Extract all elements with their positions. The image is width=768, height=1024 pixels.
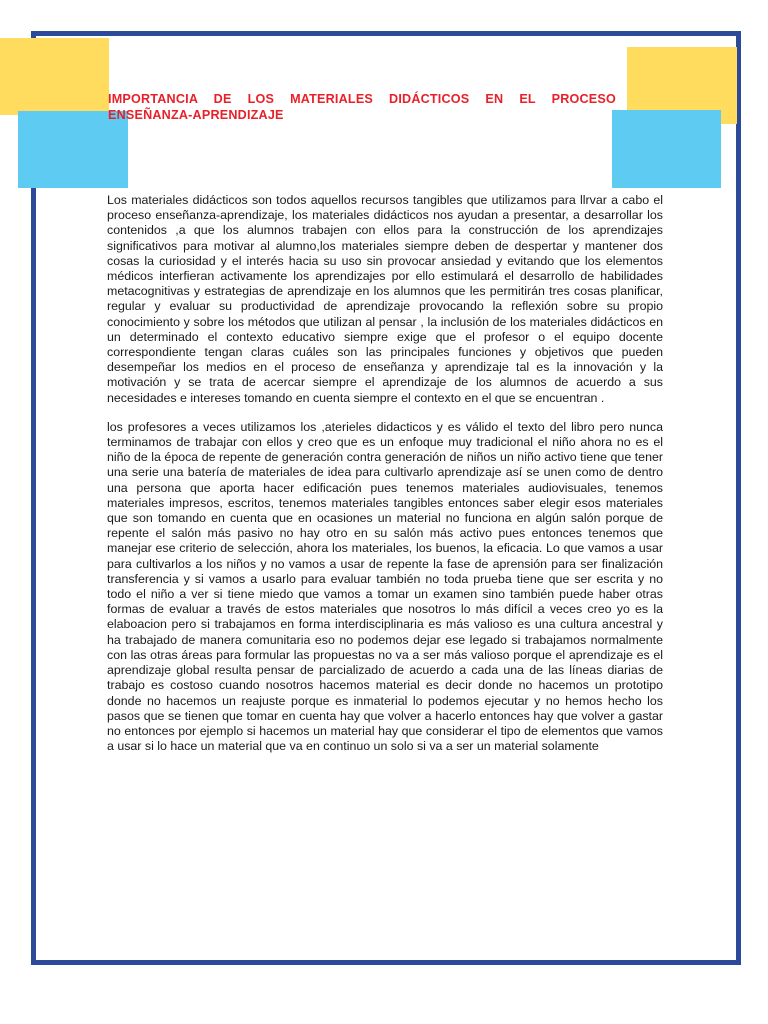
decor-blue-square-right (612, 110, 721, 188)
paragraph-2: los profesores a veces utilizamos los ,aterieles didacticos y es válido el texto del libro pero nunca terminamos de trabajar con ellos y creo que es un enfoque muy tradicional el niño ahora no es el niño de la época de repente de generación contra generación de niños un niño activo tiene que tener una serie una batería de materiales de idea para cultivarlo aprendizaje así se unen como de dentro una persona que aporta hacer edificación pues tenemos materiales audiovisuales, tenemos materiales impresos, escritos, tenemos materiales tangibles entonces saber elegir esos materiales que son tomando en cuenta que en ocasiones un material no funciona en algún salón porque de repente el salón más pasivo no hay otro en su salón más activo pues entonces tenemos que manejar ese criterio de selección, ahora los materiales, los buenos, la eficacia. Lo que vamos a usar para cultivarlos a los niños y no vamos a usar de repente la fase de aprensión para ser finalización transferencia y si vamos a usarlo para evaluar también no toda prueba tiene que ser escrita y no todo el niño a ver si tiene miedo que vamos a tomar un examen sino también puede haber otras formas de evaluar a través de estos materiales que nosotros lo más difícil a veces creo yo es la elaboacion pero si trabajamos en forma interdisciplinaria es más valioso es una cultura ancestral y ha trabajado de manera comunitaria eso no podemos dejar ese legado si trabajamos normalmente con las otras áreas para formular las propuestas no va a ser más valioso porque el aprendizaje es el aprendizaje global resulta pensar de parcializado de acuerdo a cada una de las líneas diarias de trabajo es costoso cuando nosotros hacemos material es decir donde no hacemos un prototipo donde no hacemos un reajuste porque es inmaterial lo podemos ejecutar y no hemos hecho los pasos que se tienen que tomar en cuenta hay que volver a hacerlo entonces hay que volver a gastar no entonces por ejemplo si hacemos un material hay que considerar el tipo de elementos que vamos a usar si lo hace un material que va en continuo un solo si va a ser un material solamente (107, 419, 663, 754)
title-line-1: IMPORTANCIA DE LOS MATERIALES DIDÁCTICOS EN EL PROCESO (108, 92, 616, 106)
decor-yellow-square-left (0, 38, 109, 115)
document-title (108, 91, 616, 123)
document-body (107, 193, 663, 768)
paragraph-1: Los materiales didácticos son todos aquellos recursos tangibles que utilizamos para llrvar a cabo el proceso enseñanza-aprendizaje, los materiales didácticos nos ayudan a presentar, a desarrollar los contenidos ,a que los alumnos trabajen con ellos para la construcción de los aprendizajes significativos para motivar al alumno,los materiales siempre deben de despertar y mantener dos cosas la curiosidad y el interés hacia su uso sin provocar ansiedad y evitando que los elementos médicos interfieran activamente los aprendizajes por ello estimulará el desarrollo de habilidades metacognitivas y estrategias de aprendizaje en los alumnos que les permitirán tres cosas planificar, regular y evaluar su productividad de aprendizaje provocando la reflexión sobre su propio conocimiento y sobre los métodos que utilizan al pensar , la inclusión de los materiales didácticos en un determinado el contexto educativo siempre exige que el profesor o el equipo docente correspondiente tengan claras cuáles son las principales funciones y objetivos que pueden desempeñar los medios en el proceso de enseñanza y aprendizaje tal es la innovación y la motivación y se trata de acercar siempre el aprendizaje de los alumnos de acuerdo a sus necesidades e intereses tomando en cuenta siempre el contexto en el que se encuentran . (107, 193, 663, 405)
title-line-2: ENSEÑANZA-APRENDIZAJE (108, 108, 284, 122)
